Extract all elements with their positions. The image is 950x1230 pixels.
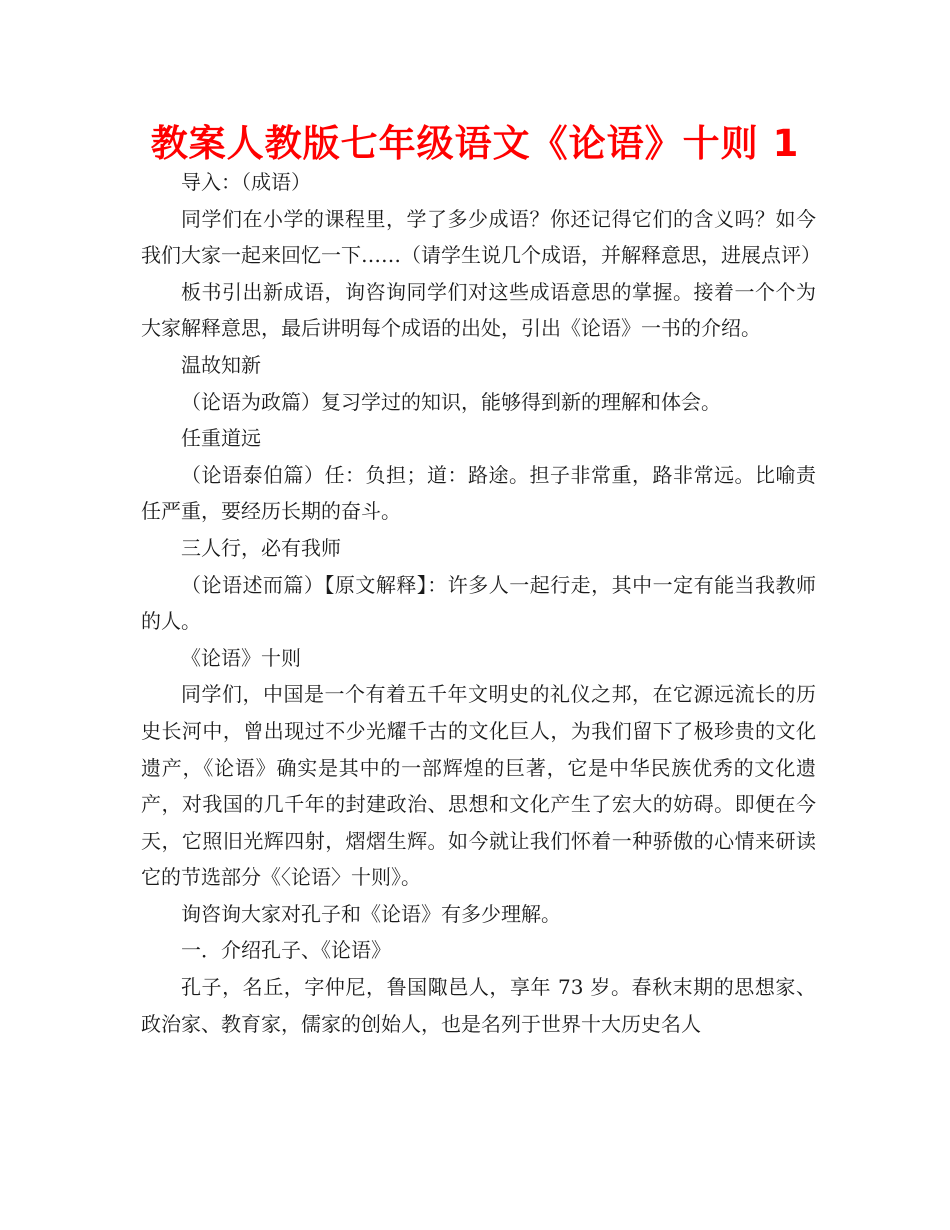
idiom-explanation: （论语述而篇）【原文解释】：许多人一起行走，其中一定有能当我教师的人。 xyxy=(141,572,816,634)
idiom-explanation: （论语为政篇）复习学过的知识，能够得到新的理解和体会。 xyxy=(181,389,721,414)
paragraph-intro-label: 导入：（成语） xyxy=(181,170,311,194)
paragraph-lunyu-intro: 同学们，中国是一个有着五千年文明史的礼仪之邦，在它源远流长的历史长河中，曾出现过不少光耀千古的文化巨人，为我们留下了极珍贵的文化遗产，《论语》确实是其中的一部辉煌的巨著，它是中华民族优秀的文化遗产，对我国的几千年的封建政治、思想和文化产生了宏大的妨碍。即便在今天，它照旧光辉四射，熠熠生辉。如今就让我们怀着一种骄傲的心情来研读它的节选部分《〈论语〉十则》。 xyxy=(141,682,816,890)
idiom-explanation: （论语泰伯篇）任：负担；道：路途。担子非常重，路非常远。比喻责任严重，要经历长期的奋斗。 xyxy=(141,462,816,524)
section-heading: 一．介绍孔子、《论语》 xyxy=(181,938,391,963)
idiom-heading: 三人行，必有我师 xyxy=(181,535,341,560)
idiom-heading: 温故知新 xyxy=(181,352,261,377)
paragraph-intro-question: 同学们在小学的课程里，学了多少成语？你还记得它们的含义吗？如今我们大家一起来回忆一下……（请学生说几个成语，并解释意思，进展点评） xyxy=(141,206,821,268)
section-heading: 《论语》十则 xyxy=(181,645,301,670)
document-title: 教案人教版七年级语文《论语》十则 1 xyxy=(150,122,800,165)
idiom-heading: 任重道远 xyxy=(181,426,261,451)
paragraph-question: 询咨询大家对孔子和《论语》有多少理解。 xyxy=(181,901,561,926)
paragraph-confucius-bio: 孔子，名丘，字仲尼，鲁国陬邑人，享年 73 岁。春秋末期的思想家、政治家、教育家，儒家的创始人，也是名列于世界十大历史名人 xyxy=(141,975,816,1036)
paragraph-board-writing: 板书引出新成语，询咨询同学们对这些成语意思的掌握。接着一个个为大家解释意思，最后讲明每个成语的出处，引出《论语》一书的介绍。 xyxy=(141,279,816,341)
document-body xyxy=(141,164,821,1042)
